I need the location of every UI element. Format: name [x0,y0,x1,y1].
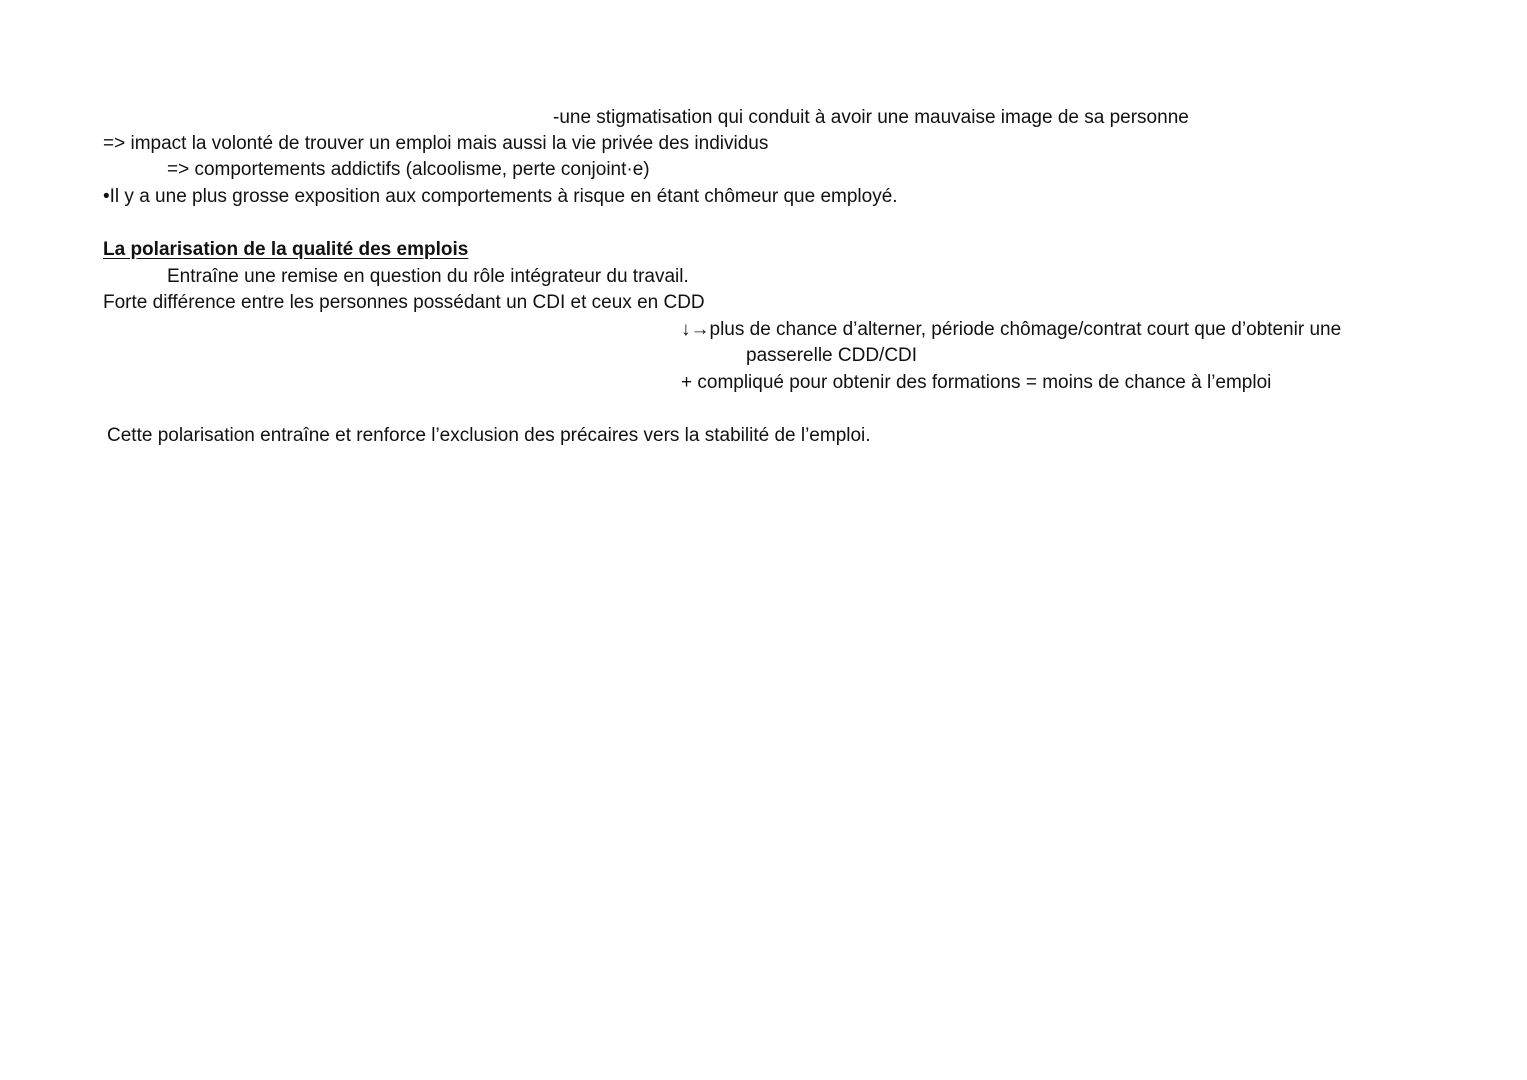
text-line-conclusion: Cette polarisation entraîne et renforce l’exclusion des précaires vers la stabilité de l’emploi. [107,425,871,446]
text-line-exposure: •Il y a une plus grosse exposition aux comportements à risque en étant chômeur que employé. [103,186,898,207]
text-line-addictive-behaviors: => comportements addictifs (alcoolisme, perte conjoint·e) [167,159,650,180]
section-heading: La polarisation de la qualité des emplois [103,239,469,260]
text-line-remise-en-question: Entraîne une remise en question du rôle intégrateur du travail. [167,266,689,287]
text-line-impact: => impact la volonté de trouver un emploi mais aussi la vie privée des individus [103,133,769,154]
text-line-stigmatisation: -une stigmatisation qui conduit à avoir une mauvaise image de sa personne [553,107,1189,128]
text-line-formations: + compliqué pour obtenir des formations = moins de chance à l’emploi [681,372,1272,393]
text-line-cdi-cdd: Forte différence entre les personnes possédant un CDI et ceux en CDD [103,292,705,313]
text-line-alterner: ↓→plus de chance d’alterner, période chômage/contrat court que d’obtenir une [681,319,1342,340]
text-line-passerelle: passerelle CDD/CDI [746,345,918,366]
